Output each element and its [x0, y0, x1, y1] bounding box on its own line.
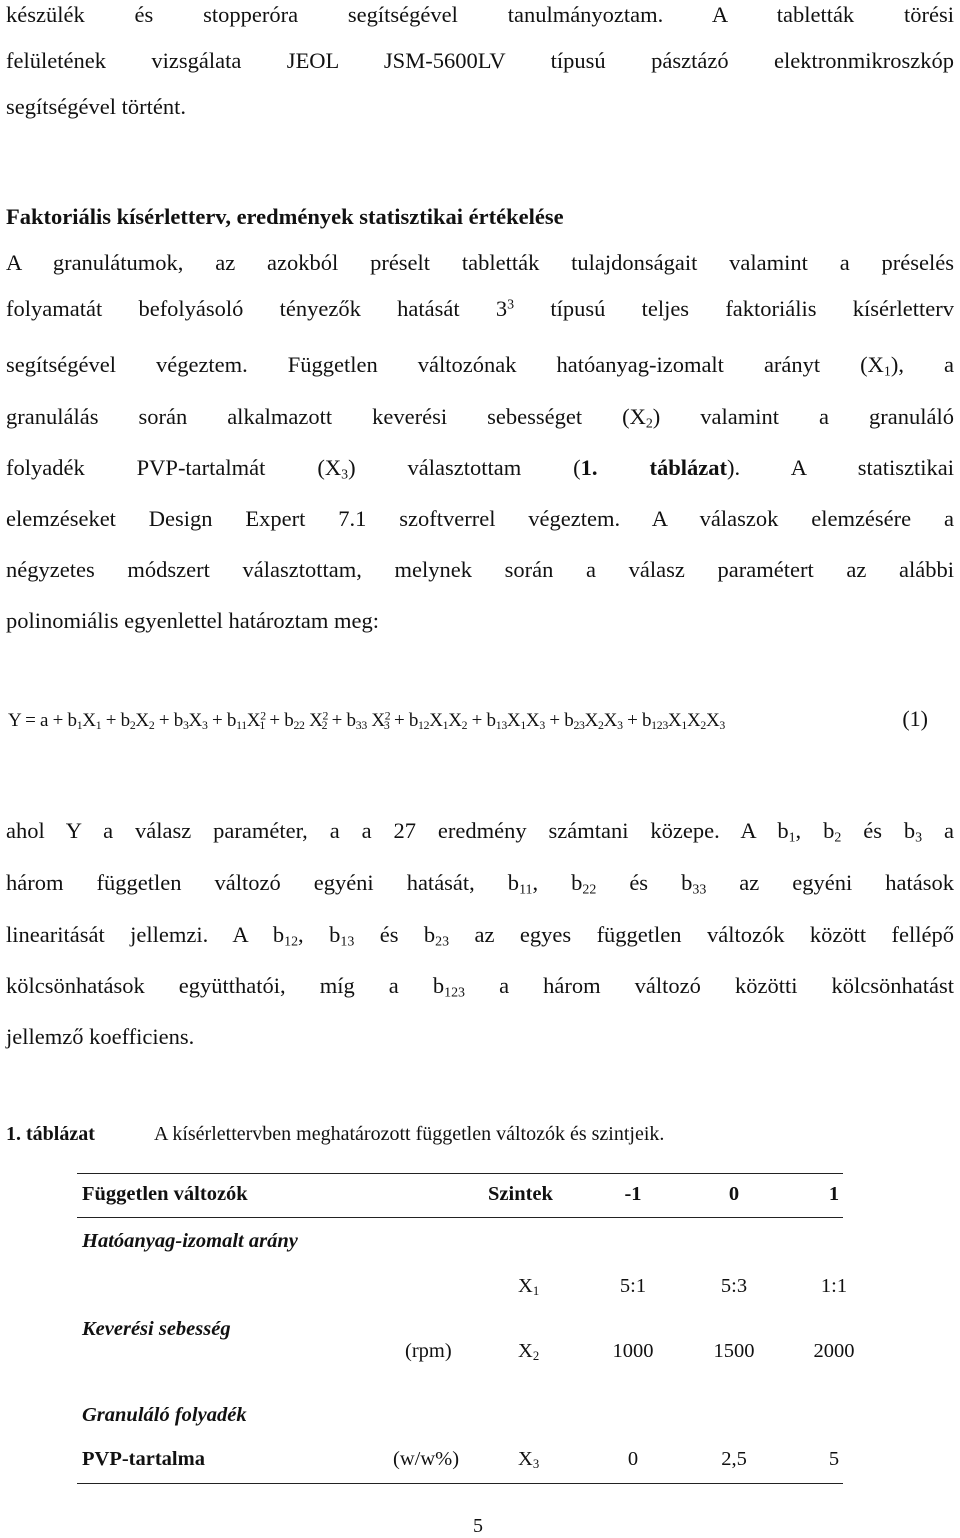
text-line: felületének vizsgálata JEOL JSM-5600LV típusú pásztázó elektronmikroszkóp — [6, 48, 954, 73]
row-name: Keverési sebesség — [82, 1318, 231, 1340]
equation-number: (1) — [902, 706, 928, 731]
header-mid: 0 — [728, 1183, 740, 1205]
table-caption — [6, 1123, 664, 1146]
text-line: segítségével végeztem. Független változónak hatóanyag-izomalt arányt $(X_1)$, a — [6, 352, 954, 380]
table-top-rule — [77, 1173, 843, 1174]
row-symbol: $X_3$ — [518, 1448, 540, 1472]
page-number: 5 — [473, 1515, 483, 1537]
row-level-high: 2000 — [813, 1340, 855, 1362]
table-caption-label: 1. táblázat — [6, 1123, 95, 1145]
header-low: -1 — [624, 1183, 642, 1205]
text-line: kölcsönhatások együtthatói, míg a $b_{123}$ a három változó közötti kölcsönhatást — [6, 973, 954, 1001]
row-unit: (rpm) — [405, 1340, 452, 1362]
text-line: négyzetes módszert választottam, melynek során a válasz paramétert az alábbi — [6, 557, 954, 582]
table-bottom-rule — [77, 1483, 843, 1484]
section-heading: Faktoriális kísérletterv, eredmények statisztikai értékelése — [6, 204, 564, 229]
table-header-rule — [77, 1217, 843, 1218]
header-variables: Független változók — [82, 1183, 248, 1205]
row-level-high: 1:1 — [820, 1275, 848, 1297]
text-line: polinomiális egyenlettel határoztam meg: — [6, 608, 380, 633]
row-level-low: 0 — [627, 1448, 639, 1470]
row-name: Granuláló folyadék — [82, 1404, 247, 1426]
header-high: 1 — [828, 1183, 840, 1205]
text-line: három független változó egyéni hatását, $b_{11}$, $b_{22}$ és $b_{33}$ az egyéni hatások — [6, 870, 954, 898]
header-levels: Szintek — [488, 1183, 553, 1205]
text-line: elemzéseket Design Expert 7.1 szoftverrel végeztem. A válaszok elemzésére a — [6, 506, 954, 531]
row-symbol: $X_2$ — [518, 1340, 540, 1364]
row-level-low: 5:1 — [619, 1275, 647, 1297]
text-line: jellemző koefficiens. — [6, 1024, 195, 1049]
text-line: folyadék PVP-tartalmát $(X_3)$ választottam (1. táblázat). A statisztikai — [6, 455, 954, 483]
row-level-mid: 1500 — [713, 1340, 755, 1362]
row-level-mid: 2,5 — [721, 1448, 747, 1470]
equation-formula: $Y = a + b_1X_1 + b_2X_2 + b_3X_3 + b_{11}X^2_1 + b_{22}$ $X^2_2 + b_{33}$ $X^2_3 + b_{12}X_1X_2 + b_{13}X_1X_3 + b_{23}X_2X_3 + b_{123}X_1X_2X_3$ — [8, 709, 725, 732]
polynomial-equation — [8, 706, 948, 740]
text-line: segítségével történt. — [6, 94, 186, 119]
text-line: A granulátumok, az azokból préselt tabletták tulajdonságait valamint a préselés — [6, 250, 954, 275]
row-level-low: 1000 — [612, 1340, 654, 1362]
table-caption-text: A kísérlettervben meghatározott független változók és szintjeik. — [154, 1123, 665, 1145]
text-line: folyamatát befolyásoló tényezők hatását $3^3$ típusú teljes faktoriális kísérletterv — [6, 296, 954, 321]
text-line: ahol Y a válasz paraméter, a a 27 eredmény számtani közepe. A $b_1$, $b_2$ és $b_3$ a — [6, 818, 954, 846]
text-line: granulálás során alkalmazott keverési sebességet $(X_2)$ valamint a granuláló — [6, 404, 954, 432]
row-name: Hatóanyag-izomalt arány — [82, 1230, 298, 1252]
text-line: készülék és stopperóra segítségével tanulmányoztam. A tabletták törési — [6, 2, 954, 27]
text-line: linearitását jellemzi. A $b_{12}$, $b_{13}$ és $b_{23}$ az egyes független változók között fellépő — [6, 922, 955, 950]
row-level-mid: 5:3 — [720, 1275, 748, 1297]
row-level-high: 5 — [828, 1448, 840, 1470]
row-symbol: $X_1$ — [518, 1275, 540, 1299]
row-name-continued: PVP-tartalma — [82, 1448, 205, 1470]
row-unit: (w/w%) — [393, 1448, 460, 1470]
